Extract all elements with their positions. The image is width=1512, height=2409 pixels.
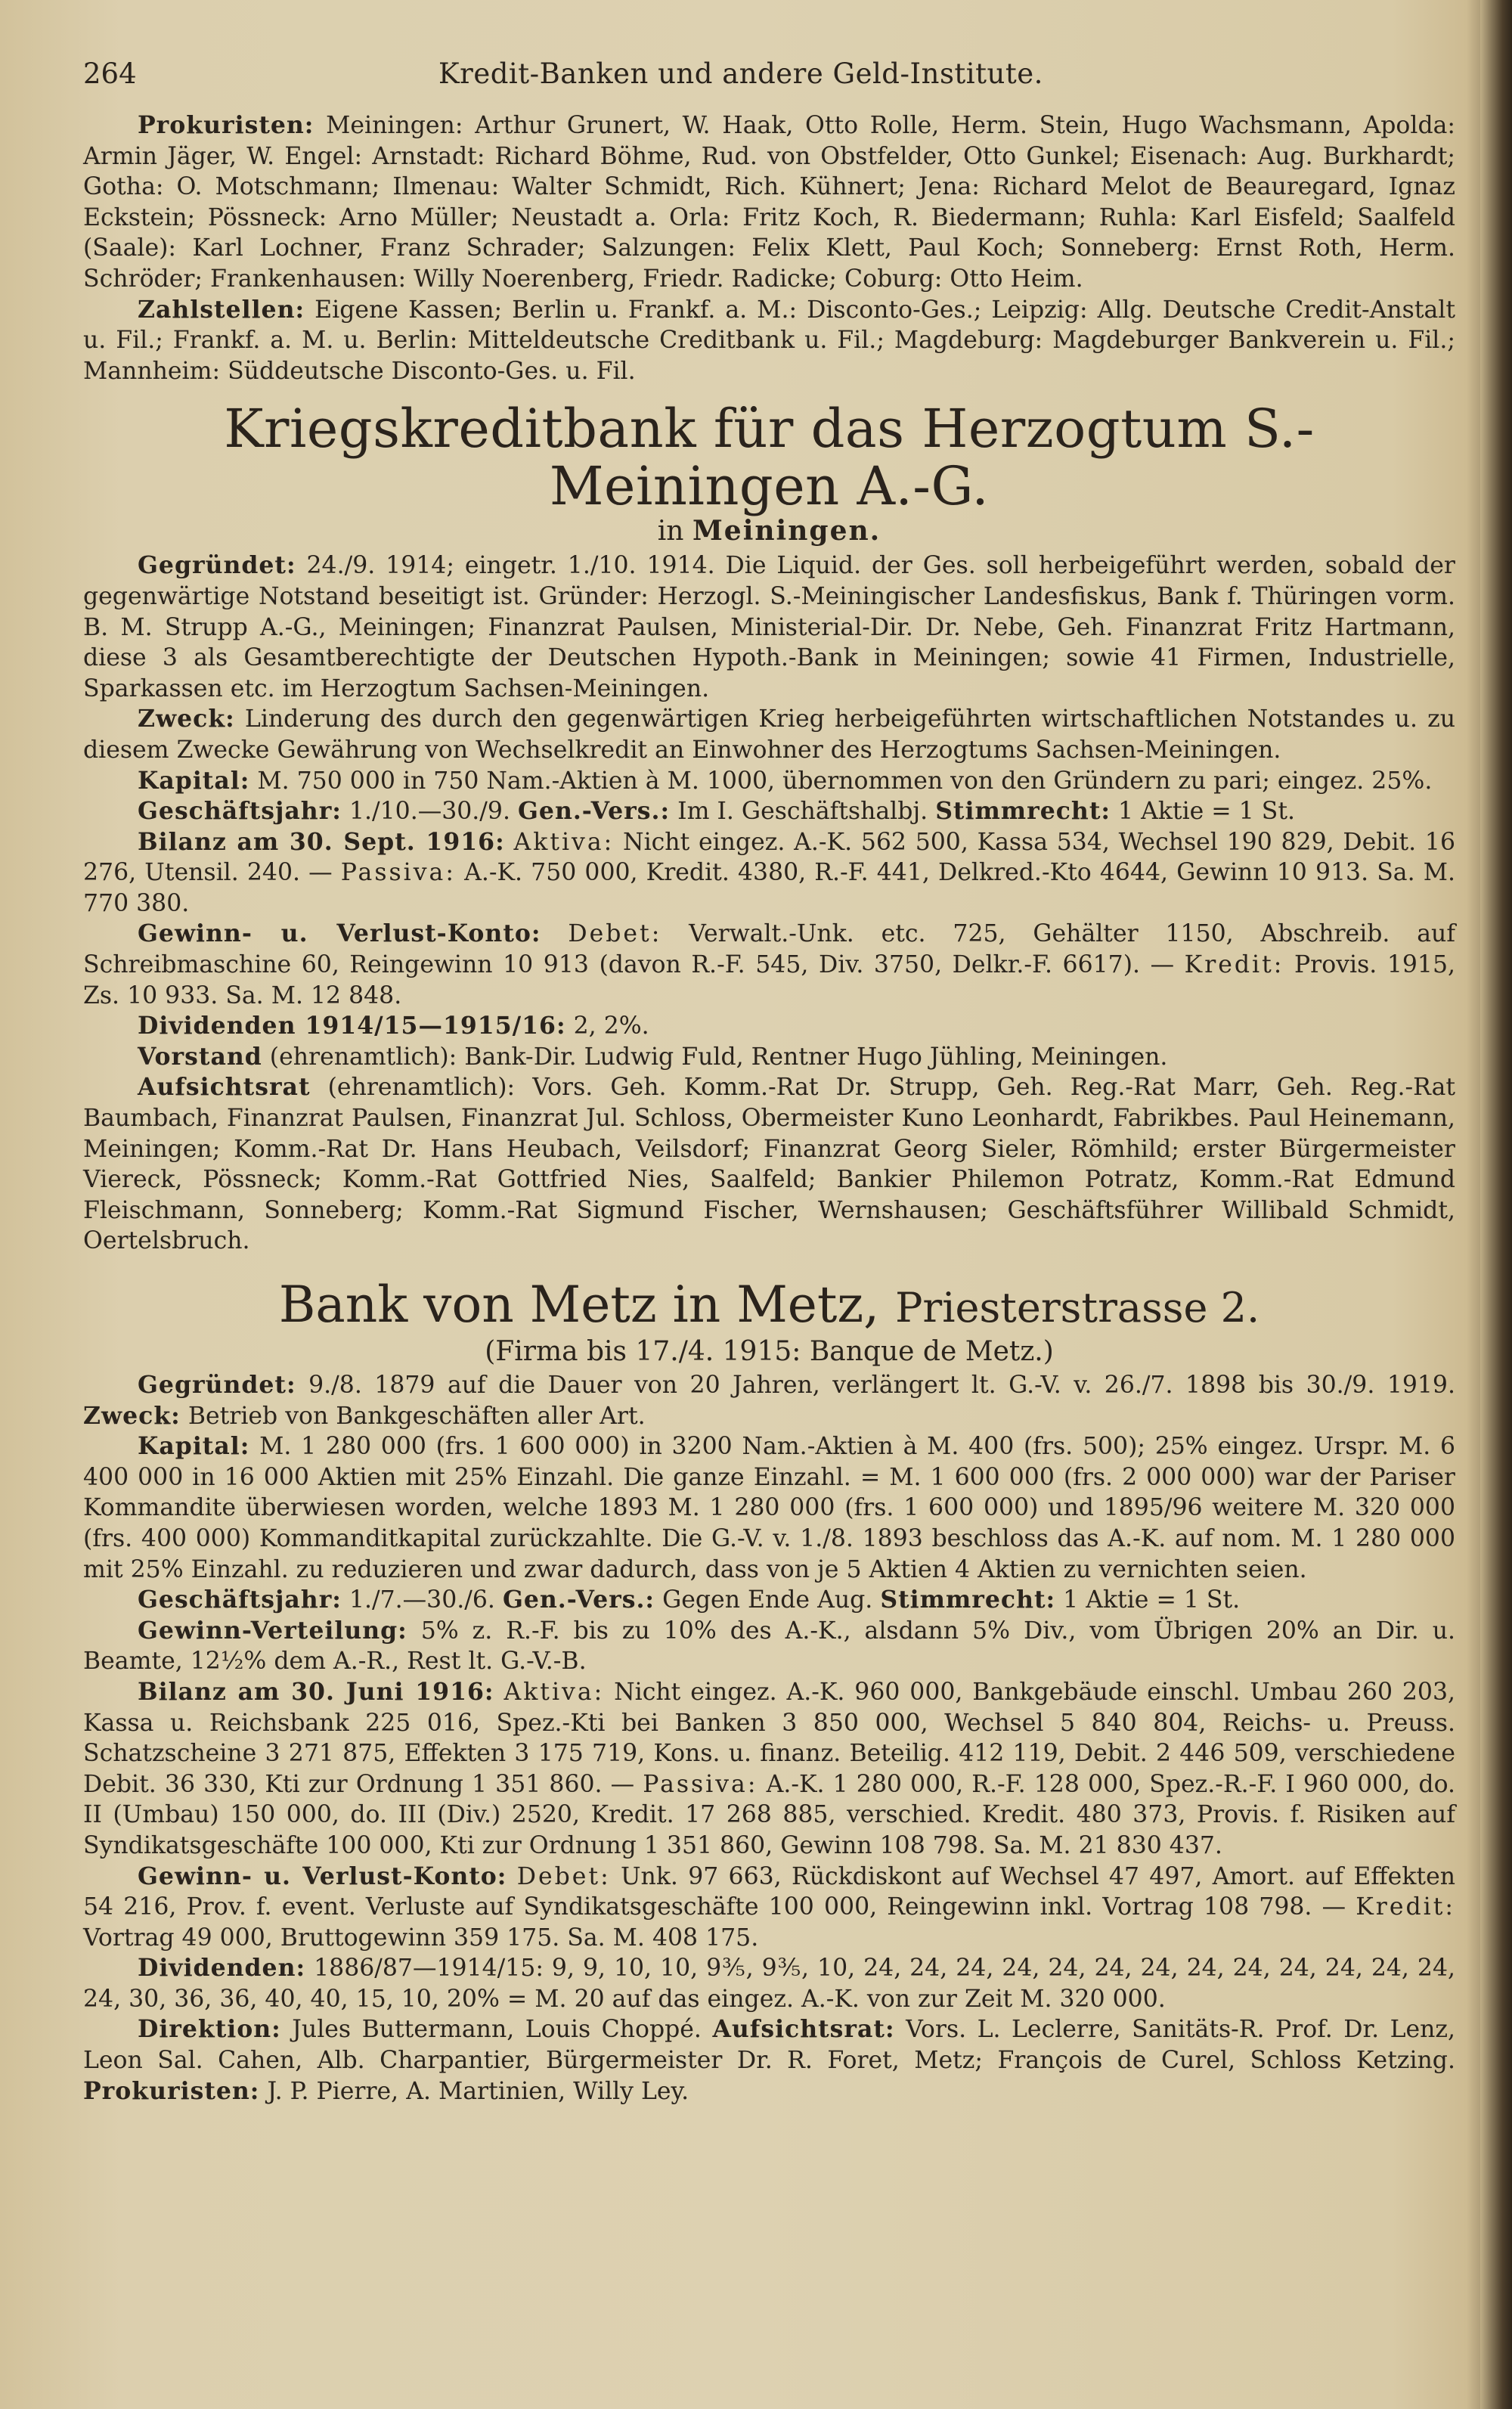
bank1-zweck-text: Linderung des durch den gegenwärtigen Krieg herbeigeführten wirtschaftlichen Notstandes u. zu diesem Zwecke Gewährung von Wechselkredit an Einwohner des Herzogtums Sachsen-Meiningen. [83, 705, 1456, 764]
bank2-direktion [83, 2014, 1455, 2107]
bank2-kredit-text: Vortrag 49 000, Bruttogewinn 359 175. Sa. M. 408 175. [83, 1924, 759, 1952]
bank2-geschaeftsjahr [83, 1585, 1455, 1616]
bank1-title: Kriegskreditbank für das Herzogtum S.-Meiningen A.-G. [224, 398, 1315, 518]
bank2-gewinn-verlust [83, 1862, 1455, 1954]
bank1-geschaeftsjahr [83, 796, 1455, 827]
bank1-debet-text: Verwalt.-Unk. etc. 725, Gehälter 1150, Abschreib. auf Schreibmaschine 60, Reingewinn 10 913 (davon R.-F. 545, Div. 3750, Delkr.-F. 6617). — [83, 920, 1455, 979]
bank2-aufsichtsrat-text: Vors. L. Leclerre, Sanitäts-R. Prof. Dr. Lenz, Leon Sal. Cahen, Alb. Charpantier, Bürgermeister Dr. R. Foret, Metz; François de Curel, Schloss Ketzing. [83, 2016, 1456, 2075]
bank2-geschaeftsjahr-text: 1./7.—30./6. [349, 1586, 495, 1614]
bank2-aktiva-label: Aktiva: [503, 1678, 605, 1706]
bank1-geschaeftsjahr-text: 1./10.—30./9. [349, 798, 510, 826]
bank2-kapital-text: M. 1 280 000 (frs. 1 600 000) in 3200 Nam.-Aktien à M. 400 (frs. 500); 25% eingez. Urspr. M. 6 400 000 in 16 000 Aktien mit 25% Einzahl. Die ganze Einzahl. = M. 1 600 000 (frs. 2 000 000) war der Pariser Kommandite überwiesen worden, welche 1893 M. 1 280 000 (frs. 1 600 000) und 1895/96 weitere M. 320 000 (frs. 400 000) Kommanditkapital zurückzahlte. Die G.-V. v. 1./8. 1893 beschloss das A.-K. auf nom. M. 1 280 000 mit 25% Einzahl. zu reduzieren und zwar dadurch, dass von je 5 Aktien 4 Aktien zu vernichten seien. [83, 1433, 1456, 1583]
bank2-street: Priesterstrasse 2. [895, 1284, 1260, 1332]
bank2-stimmrecht-text: 1 Aktie = 1 St. [1063, 1586, 1241, 1614]
bank1-vorstand-label: Vorstand [138, 1042, 262, 1071]
bank2-stimmrecht-label: Stimmrecht: [880, 1586, 1056, 1614]
bank1-aktiva-text: Nicht eingez. A.-K. 562 500, Kassa 534, Wechsel 190 829, Debit. 16 276, Utensil. 240. — [83, 828, 1456, 887]
bank2-bilanz [83, 1677, 1455, 1862]
bank2-title [83, 1278, 1455, 1335]
bank2-gegruendet-text: 9./8. 1879 auf die Dauer von 20 Jahren, verlängert lt. G.-V. v. 26./7. 1898 bis 30./9. 1919. [308, 1372, 1455, 1399]
bank1-stimmrecht-text: 1 Aktie = 1 St. [1118, 798, 1296, 826]
prokuristen-text: Meiningen: Arthur Grunert, W. Haak, Otto Rolle, Herm. Stein, Hugo Wachsmann, Apolda: Armin Jäger, W. Engel: Arnstadt: Richard Böhme, Rud. von Obstfelder, Otto Gunkel; Eisenach: Aug. Burkhardt; Gotha: O. Motschmann; Ilmenau: Walter Schmidt, Rich. Kühnert; Jena: Richard Melot de Beauregard, Ignaz Eckstein; Pössneck: Arno Müller; Neustadt a. Orla: Fritz Koch, R. Biedermann; Ruhla: Karl Eisfeld; Saalfeld (Saale): Karl Lochner, Franz Schrader; Salzungen: Felix Klett, Paul Koch; Sonneberg: Ernst Roth, Herm. Schröder; Frankenhausen: Willy Noerenberg, Friedr. Radicke; Coburg: Otto Heim. [83, 112, 1456, 293]
bank1-gv-label: Gewinn- u. Verlust-Konto: [138, 919, 541, 948]
bank2-direktion-text: Jules Buttermann, Louis Choppé. [292, 2016, 702, 2044]
bank2-firma: (Firma bis 17./4. 1915: Banque de Metz.) [485, 1336, 1054, 1367]
bank1-genvers-label: Gen.-Vers.: [518, 797, 671, 826]
bank2-debet-text: Unk. 97 663, Rückdiskont auf Wechsel 47 497, Amort. auf Effekten 54 216, Prov. f. event. Verluste auf Syndikatsgeschäfte 100 000, Reingewinn inkl. Vortrag 108 798. — [83, 1862, 1455, 1921]
bank1-dividenden-label: Dividenden 1914/15—1915/16: [138, 1012, 566, 1040]
bank1-vorstand [83, 1042, 1455, 1073]
page-binding-edge [1480, 0, 1512, 2409]
page-content [83, 53, 1455, 2107]
prokuristen-paragraph [83, 110, 1455, 295]
bank2-genvers-label: Gen.-Vers.: [502, 1586, 655, 1614]
bank2-bilanz-label: Bilanz am 30. Juni 1916: [138, 1677, 494, 1706]
bank2-direktion-label: Direktion: [138, 2015, 281, 2044]
bank1-dividenden [83, 1011, 1455, 1042]
bank1-kapital-text: M. 750 000 in 750 Nam.-Aktien à M. 1000, übernommen von den Gründern zu pari; eingez. 25%. [257, 767, 1433, 795]
bank2-passiva-label: Passiva: [643, 1770, 758, 1798]
bank2-gewinnverteilung-text: 5% z. R.-F. bis zu 10% des A.-K., alsdann 5% Div., vom Übrigen 20% an Dir. u. Beamte, 12½% dem A.-R., Rest lt. G.-V.-B. [83, 1617, 1455, 1676]
bank2-dividenden [83, 1953, 1455, 2014]
prokuristen-label: Prokuristen: [138, 111, 314, 139]
bank2-gegruendet [83, 1370, 1455, 1431]
bank2-kredit-label: Kredit: [1356, 1893, 1455, 1921]
bank2-aktiva-text: Nicht eingez. A.-K. 960 000, Bankgebäude einschl. Umbau 260 203, Kassa u. Reichsbank 225 016, Spez.-Kti bei Banken 3 850 000, Wechsel 5 840 804, Reichs- u. Preuss. Schatzscheine 3 271 875, Effekten 3 175 719, Kons. u. finanz. Beteilig. 412 119, Debit. 2 446 509, verschiedene Debit. 36 330, Kti zur Ordnung 1 351 860. — [83, 1678, 1456, 1798]
bank1-aufsichtsrat-label: Aufsichtsrat [138, 1073, 311, 1102]
page-header [83, 53, 1455, 110]
bank2-kapital [83, 1431, 1455, 1585]
bank2-genvers-text: Gegen Ende Aug. [662, 1586, 873, 1614]
bank2-gegruendet-label: Gegründet: [138, 1371, 296, 1399]
bank2-prokuristen-text: J. P. Pierre, A. Martinien, Willy Ley. [267, 2077, 689, 2105]
bank2-aufsichtsrat-label: Aufsichtsrat: [712, 2015, 895, 2044]
bank1-debet-label: Debet: [568, 920, 662, 948]
bank1-gewinn-verlust [83, 919, 1455, 1011]
bank1-passiva-label: Passiva: [340, 859, 456, 887]
bank1-kredit-text: Provis. 1915, Zs. 10 933. Sa. M. 12 848. [83, 951, 1455, 1009]
bank2-passiva-text: A.-K. 1 280 000, R.-F. 128 000, Spez.-R.-F. I 960 000, do. II (Umbau) 150 000, do. III (Div.) 2520, Kredit. 17 268 885, verschied. Kredit. 480 373, Provis. f. Risiken auf Syndikatsgeschäfte 100 000, Kti zur Ordnung 1 351 860, Gewinn 108 798. Sa. M. 21 830 437. [83, 1770, 1455, 1859]
running-title: Kredit-Banken und andere Geld-Institute. [438, 57, 1043, 90]
bank2-kapital-label: Kapital: [138, 1432, 250, 1461]
page-number: 264 [83, 57, 137, 90]
bank1-bilanz-label: Bilanz am 30. Sept. 1916: [138, 827, 505, 856]
bank1-aufsichtsrat-text: (ehrenamtlich): Vors. Geh. Komm.-Rat Dr. Strupp, Geh. Reg.-Rat Marr, Geh. Reg.-Rat Baumbach, Finanzrat Paulsen, Finanzrat Jul. Schloss, Obermeister Kuno Leonhardt, Fabrikbes. Paul Heinemann, Meiningen; Komm.-Rat Dr. Hans Heubach, Veilsdorf; Finanzrat Georg Sieler, Römhild; erster Bürgermeister Viereck, Pössneck; Komm.-Rat Gottfried Nies, Saalfeld; Bankier Philemon Potratz, Komm.-Rat Edmund Fleischmann, Sonneberg; Komm.-Rat Sigmund Fischer, Wernshausen; Geschäftsführer Willibald Schmidt, Oertelsbruch. [83, 1074, 1456, 1255]
bank1-dividenden-text: 2, 2%. [573, 1012, 649, 1040]
bank1-passiva-text: A.-K. 750 000, Kredit. 4380, R.-F. 441, Delkred.-Kto 4644, Gewinn 10 913. Sa. M. 770 380. [83, 859, 1455, 917]
bank1-zweck [83, 704, 1455, 765]
bank1-vorstand-text: (ehrenamtlich): Bank-Dir. Ludwig Fuld, Rentner Hugo Jühling, Meiningen. [269, 1043, 1168, 1071]
bank1-zweck-label: Zweck: [138, 705, 235, 733]
bank2-zweck-label: Zweck: [83, 1401, 181, 1430]
zahlstellen-paragraph [83, 295, 1455, 387]
bank2-gv-label: Gewinn- u. Verlust-Konto: [138, 1862, 507, 1890]
bank1-genvers-text: Im I. Geschäftshalbj. [677, 798, 928, 826]
bank1-location-city: Meiningen. [692, 515, 881, 547]
bank2-geschaeftsjahr-label: Geschäftsjahr: [138, 1586, 342, 1614]
bank1-kapital [83, 766, 1455, 797]
bank2-gewinnverteilung [83, 1616, 1455, 1677]
bank1-kredit-label: Kredit: [1184, 951, 1284, 979]
bank2-dividenden-label: Dividenden: [138, 1954, 306, 1983]
bank1-stimmrecht-label: Stimmrecht: [935, 797, 1111, 826]
bank2-dividenden-text: 1886/87—1914/15: 9, 9, 10, 10, 9⅗, 9⅗, 10, 24, 24, 24, 24, 24, 24, 24, 24, 24, 24, 24, 24, 24, 24, 30, 36, 36, 40, 40, 15, 10, 20% = M. 20 auf das eingez. A.-K. von zur Zeit M. 320 000. [83, 1955, 1456, 2013]
zahlstellen-label: Zahlstellen: [138, 295, 305, 324]
bank1-gegruendet-text: 24./9. 1914; eingetr. 1./10. 1914. Die Liquid. der Ges. soll herbeigeführt werden, sobald der gegenwärtige Notstand beseitigt ist. Gründer: Herzogl. S.-Meiningischer Landesfiskus, Bank f. Thüringen vorm. B. M. Strupp A.-G., Meiningen; Finanzrat Paulsen, Ministerial-Dir. Dr. Nebe, Geh. Finanzrat Fritz Hartmann, diese 3 als Gesamtberechtigte der Deutschen Hypoth.-Bank in Meiningen; sowie 41 Firmen, Industrielle, Sparkassen etc. im Herzogtum Sachsen-Meiningen. [83, 552, 1455, 702]
bank2-gewinnverteilung-label: Gewinn-Verteilung: [138, 1616, 407, 1645]
zahlstellen-text: Eigene Kassen; Berlin u. Frankf. a. M.: Disconto-Ges.; Leipzig: Allg. Deutsche Credit-Anstalt u. Fil.; Frankf. a. M. u. Berlin: Mitteldeutsche Creditbank u. Fil.; Magdeburg: Magdeburger Bankverein u. Fil.; Mannheim: Süddeutsche Disconto-Ges. u. Fil. [83, 296, 1455, 385]
bank1-bilanz [83, 827, 1455, 919]
bank2-zweck-text: Betrieb von Bankgeschäften aller Art. [187, 1402, 646, 1430]
bank1-aufsichtsrat [83, 1072, 1455, 1257]
bank1-gegruendet [83, 550, 1455, 704]
bank1-geschaeftsjahr-label: Geschäftsjahr: [138, 797, 342, 826]
bank2-title-name: Bank von Metz in Metz, [278, 1276, 880, 1334]
bank2-debet-label: Debet: [516, 1862, 611, 1890]
bank1-gegruendet-label: Gegründet: [138, 551, 296, 580]
bank1-location-prefix: in [657, 516, 684, 547]
bank2-prokuristen-label: Prokuristen: [83, 2076, 260, 2105]
bank1-location [83, 515, 1455, 547]
bank1-aktiva-label: Aktiva: [513, 828, 615, 856]
bank1-kapital-label: Kapital: [138, 766, 250, 795]
